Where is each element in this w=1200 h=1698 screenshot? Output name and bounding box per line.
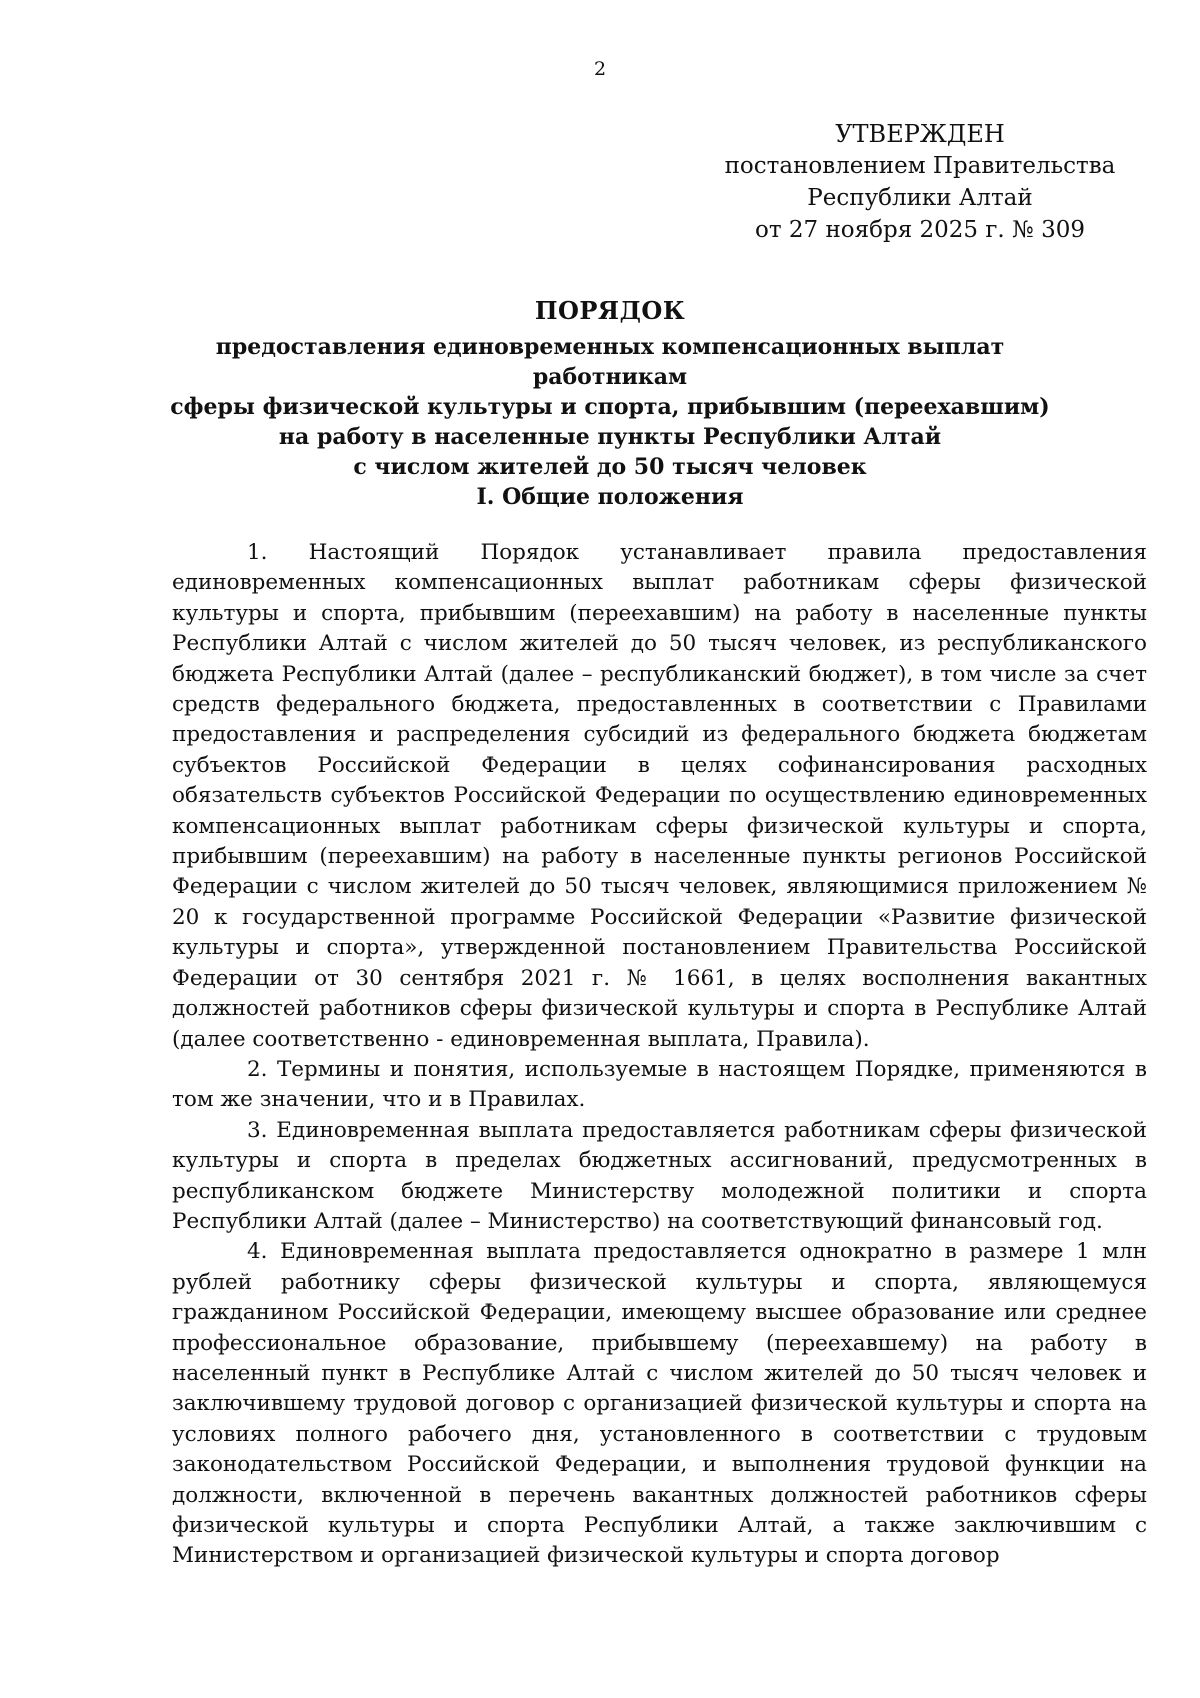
document-header <box>150 296 1070 482</box>
section-title: I. Общие положения <box>476 484 744 510</box>
document-subtitle-line: сферы физической культуры и спорта, прибывшим (переехавшим) <box>170 394 1050 420</box>
paragraph-3: 3. Единовременная выплата предоставляется работникам сферы физической культуры и спорта в пределах бюджетных ассигнований, предусмотренных в республиканском бюджете Министерству молодежной политики и спорта Республики Алтай (далее – Министерство) на соответствующий финансовый год. <box>172 1117 1147 1234</box>
document-subtitle-line: на работу в населенные пункты Республики Алтай <box>278 424 942 450</box>
paragraph-2: 2. Термины и понятия, используемые в настоящем Порядке, применяются в том же значении, что и в Правилах. <box>172 1056 1147 1113</box>
paragraph-4: 4. Единовременная выплата предоставляется однократно в размере 1 млн рублей работнику сферы физической культуры и спорта, являющемуся гражданином Российской Федерации, имеющему высшее образование или среднее профессиональное образование, прибывшему (переехавшему) на работу в населенный пункт в Республике Алтай с числом жителей до 50 тысяч человек и заключившему трудовой договор с организацией физической культуры и спорта на условиях полного рабочего дня, установленного в соответствии с трудовым законодательством Российской Федерации, и выполнения трудовой функции на должности, включенной в перечень вакантных должностей работников сферы физической культуры и спорта Республики Алтай, а также заключившим с Министерством и организацией физической культуры и спорта договор <box>172 1239 1147 1569</box>
paragraph-1: 1. Настоящий Порядок устанавливает правила предоставления единовременных компенсационных выплат работникам сферы физической культуры и спорта, прибывшим (переехавшим) на работу в населенные пункты Республики Алтай с числом жителей до 50 тысяч человек, из республиканского бюджета Республики Алтай (далее – республиканский бюджет), в том числе за счет средств федерального бюджета, предоставленных в соответствии с Правилами предоставления и распределения субсидий из федерального бюджета бюджетам субъектов Российской Федерации в целях софинансирования расходных обязательств субъектов Российской Федерации по осуществлению единовременных компенсационных выплат работникам сферы физической культуры и спорта, прибывшим (переехавшим) на работу в населенные пункты регионов Российской Федерации с числом жителей до 50 тысяч человек, являющимися приложением № 20 к государственной программе Российской Федерации «Развитие физической культуры и спорта», утвержденной постановлением Правительства Российской Федерации от 30 сентября 2021 г. № 1661, в целях восполнения вакантных должностей работников сферы физической культуры и спорта в Республике Алтай (далее соответственно - единовременная выплата, Правила). <box>172 540 1147 1052</box>
approval-title: УТВЕРЖДЕН <box>835 120 1005 148</box>
approval-line: постановлением Правительства <box>724 153 1116 179</box>
document-subtitle-line: с числом жителей до 50 тысяч человек <box>353 454 867 480</box>
document-subtitle-line: предоставления единовременных компенсационных выплат работникам <box>215 334 1005 390</box>
approval-date: от 27 ноября 2025 г. № 309 <box>754 217 1086 243</box>
approval-line: Республики Алтай <box>807 185 1033 211</box>
document-body <box>172 538 1147 1572</box>
page-number: 2 <box>593 58 607 80</box>
approval-block <box>700 118 1140 246</box>
document-title: ПОРЯДОК <box>534 296 686 325</box>
